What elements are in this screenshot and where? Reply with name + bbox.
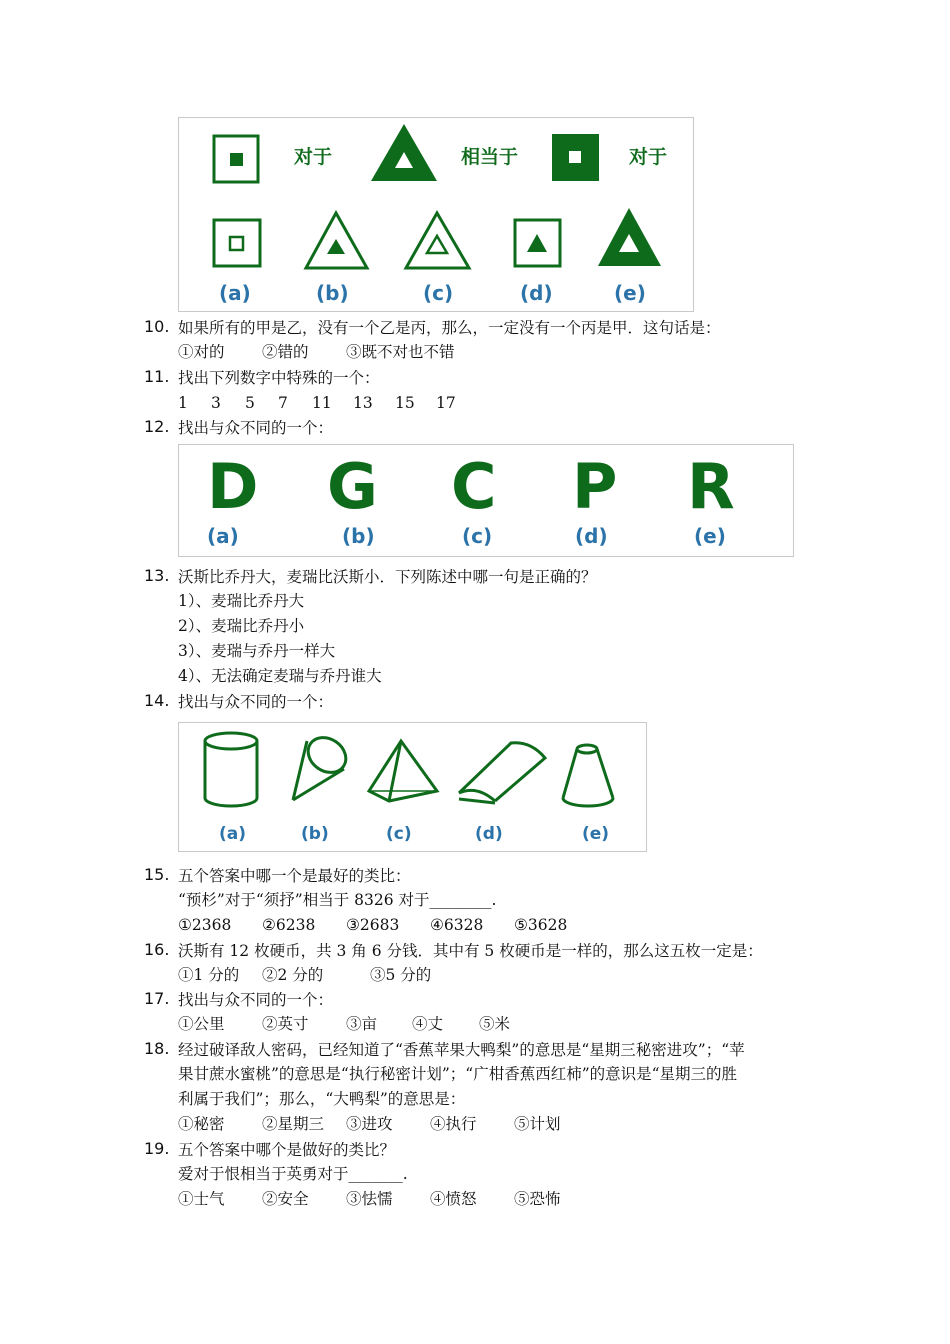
q15-option-3: ③2683 xyxy=(346,916,400,934)
question-17-text: 找出与众不同的一个： xyxy=(178,991,334,1009)
question-17-options xyxy=(178,1014,510,1034)
question-11-number: 11. xyxy=(144,367,170,386)
question-12-text: 找出与众不同的一个： xyxy=(178,419,334,437)
q13-option-1: 1）、麦瑞比乔丹大 xyxy=(178,592,305,610)
solid-option-c: (c) xyxy=(386,824,412,844)
question-19-line2: 爱对于恨相当于英勇对于_______. xyxy=(178,1165,408,1183)
letter-option-a: (a) xyxy=(207,524,239,548)
half-cylinder-shape xyxy=(459,743,545,803)
letter-c: C xyxy=(451,450,497,523)
q17-option-2: ②英寸 xyxy=(262,1015,309,1033)
q10-option-1: ①对的 xyxy=(178,343,225,361)
letter-p: P xyxy=(572,450,618,523)
question-10-text: 如果所有的甲是乙，没有一个乙是丙，那么，一定没有一个丙是甲．这句话是： xyxy=(178,319,721,337)
pyramid-shape xyxy=(369,741,437,801)
q18-option-1: ①秘密 xyxy=(178,1115,225,1133)
row1-text-3: 对于 xyxy=(629,146,668,168)
solid-option-b: (b) xyxy=(301,824,329,844)
q11-number-5: 11 xyxy=(312,394,332,412)
figure-shape-analogy xyxy=(178,117,694,312)
q17-option-5: ⑤米 xyxy=(479,1015,511,1033)
q15-option-2: ②6238 xyxy=(262,916,316,934)
letter-option-b: (b) xyxy=(342,524,375,548)
q17-option-4: ④丈 xyxy=(412,1015,444,1033)
letters-drawing xyxy=(179,445,793,556)
question-10-number: 10. xyxy=(144,317,170,336)
q19-option-5: ⑤恐怖 xyxy=(514,1190,561,1208)
shape-analogy-drawing xyxy=(179,118,693,311)
letter-g: G xyxy=(327,450,378,523)
q15-option-4: ④6328 xyxy=(430,916,484,934)
q11-number-2: 3 xyxy=(211,394,221,412)
q16-option-3: ③5 分的 xyxy=(370,966,432,984)
q17-option-3: ③亩 xyxy=(346,1015,378,1033)
question-16-text: 沃斯有 12 枚硬币，共 3 角 6 分钱．其中有 5 枚硬币是一样的，那么这五枚一定是： xyxy=(178,942,763,960)
question-18-line1: 经过破译敌人密码，已经知道了“香蕉苹果大鸭梨”的意思是“星期三秘密进攻”；“苹 xyxy=(178,1041,745,1059)
option-a-shape xyxy=(214,220,260,266)
question-17-number: 17. xyxy=(144,989,170,1008)
q18-option-4: ④执行 xyxy=(430,1115,477,1133)
letter-r: R xyxy=(687,450,735,523)
question-15-options xyxy=(178,915,567,935)
q19-option-1: ①士气 xyxy=(178,1190,225,1208)
q10-option-3: ③既不对也不错 xyxy=(346,343,455,361)
q16-option-1: ①1 分的 xyxy=(178,966,240,984)
question-15-number: 15. xyxy=(144,865,170,884)
q11-number-8: 17 xyxy=(436,394,456,412)
letter-d: D xyxy=(207,450,259,523)
q11-number-4: 7 xyxy=(278,394,288,412)
row1-text-2: 相当于 xyxy=(461,146,519,168)
q19-option-3: ③怯懦 xyxy=(346,1190,393,1208)
q13-option-2: 2）、麦瑞比乔丹小 xyxy=(178,617,305,635)
question-12-number: 12. xyxy=(144,417,170,436)
option-a-label: (a) xyxy=(219,281,251,305)
question-15-line2: “预杉”对于“须抒”相当于 8326 对于________. xyxy=(178,891,497,909)
solid-option-e: (e) xyxy=(582,824,610,844)
q11-number-1: 1 xyxy=(178,394,188,412)
q11-number-6: 13 xyxy=(353,394,373,412)
q11-number-3: 5 xyxy=(245,394,255,412)
question-16-number: 16. xyxy=(144,940,170,959)
solid-option-d: (d) xyxy=(475,824,503,844)
q18-option-2: ②星期三 xyxy=(262,1115,325,1133)
figure-solids xyxy=(178,722,647,852)
letter-option-c: (c) xyxy=(462,524,493,548)
question-19-options xyxy=(178,1189,561,1209)
question-18-options xyxy=(178,1114,561,1134)
question-18-line2: 果甘蔗水蜜桃”的意思是“执行秘密计划”；“广柑香蕉西红柿”的意识是“星期三的胜 xyxy=(178,1065,738,1083)
q16-option-2: ②2 分的 xyxy=(262,966,324,984)
row1-text-1: 对于 xyxy=(294,146,333,168)
q13-option-4: 4）、无法确定麦瑞与乔丹谁大 xyxy=(178,667,382,685)
solid-option-a: (a) xyxy=(219,824,247,844)
question-15-text: 五个答案中哪一个是最好的类比： xyxy=(178,867,411,885)
option-d-label: (d) xyxy=(520,281,553,305)
option-c-label: (c) xyxy=(423,281,454,305)
letter-option-d: (d) xyxy=(575,524,608,548)
q18-option-3: ③进攻 xyxy=(346,1115,393,1133)
letter-option-e: (e) xyxy=(694,524,726,548)
option-c-shape xyxy=(406,213,469,268)
q13-option-3: 3）、麦瑞与乔丹一样大 xyxy=(178,642,336,660)
option-e-label: (e) xyxy=(614,281,646,305)
q10-option-2: ②错的 xyxy=(262,343,309,361)
frustum-shape xyxy=(563,745,613,806)
q18-option-5: ⑤计划 xyxy=(514,1115,561,1133)
question-18-number: 18. xyxy=(144,1039,170,1058)
question-11-numbers xyxy=(178,393,456,413)
question-13-number: 13. xyxy=(144,566,170,585)
question-10-options xyxy=(178,342,455,362)
q15-option-1: ①2368 xyxy=(178,916,232,934)
question-18-line3: 利属于我们”；那么，“大鸭梨”的意思是： xyxy=(178,1090,466,1108)
question-19-number: 19. xyxy=(144,1139,170,1158)
cylinder-shape xyxy=(205,733,257,806)
question-11-text: 找出下列数字中特殊的一个： xyxy=(178,369,380,387)
q19-option-4: ④愤怒 xyxy=(430,1190,477,1208)
option-b-label: (b) xyxy=(316,281,349,305)
cone-shape xyxy=(293,730,353,800)
q11-number-7: 15 xyxy=(395,394,415,412)
question-14-text: 找出与众不同的一个： xyxy=(178,693,334,711)
question-19-text: 五个答案中哪个是做好的类比？ xyxy=(178,1141,396,1159)
q19-option-2: ②安全 xyxy=(262,1190,309,1208)
solids-drawing xyxy=(179,723,646,851)
question-14-number: 14. xyxy=(144,691,170,710)
q15-option-5: ⑤3628 xyxy=(514,916,568,934)
q17-option-1: ①公里 xyxy=(178,1015,225,1033)
question-13-text: 沃斯比乔丹大，麦瑞比沃斯小．下列陈述中哪一句是正确的？ xyxy=(178,568,597,586)
figure-letters xyxy=(178,444,794,557)
question-16-options xyxy=(178,965,431,985)
